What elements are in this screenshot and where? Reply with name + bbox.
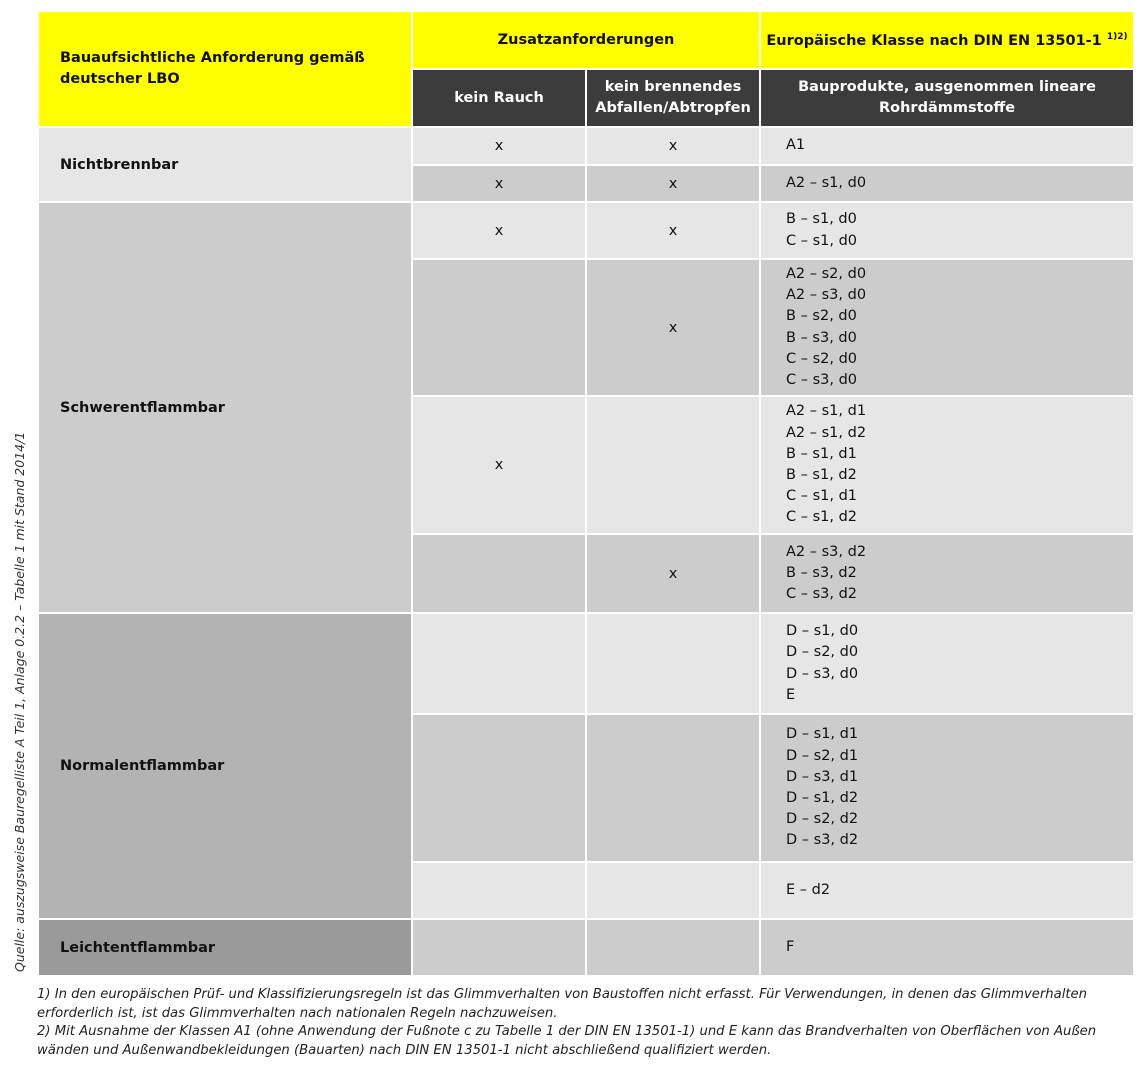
class-cell [760,919,1134,976]
class-cell [760,202,1134,259]
class-value: D – s3, d2 [786,832,859,849]
class-value: A2 – s1, d1 [786,403,867,420]
class-value: D – s1, d2 [786,790,859,806]
european-class-footnote-ref: 1)2) [1106,31,1128,42]
class-value: D – s2, d1 [786,747,859,764]
class-value: B – s1, d0 [786,211,857,228]
class-value: E – d2 [786,881,831,898]
smoke-cell [412,534,586,613]
smoke-cell: x [412,202,586,259]
class-value: D – s3, d1 [786,768,859,785]
class-value: D – s2, d2 [786,811,859,828]
footnote-2: 2) Mit Ausnahme der Klassen A1 (ohne Anwendung der Fußnote c zu Tabelle 1 der DIN EN 13501-1) und E kann das Brandverhalten von Oberflächen von Außen wänden und Außenwandbekleidungen (Bauarten) nach DIN EN 13501-1 nicht abschließend qualifiziert werden. [37,1024,1097,1058]
footnote-1: 1) In den europäischen Prüf- und Klassifizierungsregeln ist das Glimmverhalten von Baustoffen nicht erfasst. Für Verwendungen, in denen das Glimmverhalten erforderlich ist, ist das Glimmverhalten nach nationalen Regeln nachzuweisen. [37,987,1088,1021]
drip-cell: x [586,259,760,396]
class-value: C – s1, d0 [786,232,858,249]
smoke-cell [412,862,586,919]
class-value: B – s3, d2 [786,564,857,581]
drip-cell: x [586,202,760,259]
level-nichtbrennbar: Nichtbrennbar [38,127,412,202]
european-class-label: Europäische Klasse nach DIN EN 13501-1 [766,32,1102,49]
smoke-cell: x [412,127,586,165]
class-value: C – s2, d0 [786,350,858,367]
class-value: A2 – s1, d2 [786,424,867,441]
smoke-cell [412,259,586,396]
no-smoke-header: kein Rauch [412,69,586,127]
class-cell [760,396,1134,534]
class-value: C – s3, d0 [786,371,858,388]
class-value: C – s1, d2 [786,509,858,526]
european-class-header [760,11,1134,69]
source-note: Quelle: auszugsweise Bauregelliste A Teil 1, Anlage 0.2.2 – Tabelle 1 mit Stand 2014/1 [12,431,27,972]
drip-cell [586,919,760,976]
products-header: Bauprodukte, ausgenommen lineare Rohrdämmstoffe [760,69,1134,127]
class-value: D – s3, d0 [786,665,859,682]
smoke-cell [412,714,586,862]
smoke-cell: x [412,165,586,202]
class-cell [760,127,1134,165]
class-value: D – s1, d0 [786,623,859,640]
class-value: B – s3, d0 [786,329,857,346]
class-value: A2 – s1, d0 [786,174,867,191]
class-value: A2 – s3, d2 [786,543,867,560]
additional-requirements-header: Zusatzanforderungen [412,11,760,69]
drip-cell: x [586,127,760,165]
class-cell [760,165,1134,202]
drip-cell [586,862,760,919]
class-value: C – s1, d1 [786,488,858,505]
requirement-header: Bauaufsichtliche Anforderung gemäß deutscher LBO [38,11,412,127]
fire-class-table [37,10,1135,977]
class-value: B – s1, d1 [786,445,857,462]
level-leichtentflammbar: Leichtentflammbar [38,919,412,976]
class-value: A2 – s2, d0 [786,265,867,282]
smoke-cell [412,613,586,714]
drip-cell [586,396,760,534]
drip-cell: x [586,165,760,202]
class-value: D – s2, d0 [786,644,859,661]
class-value: C – s3, d2 [786,586,858,603]
drip-cell: x [586,534,760,613]
class-value: D – s1, d1 [786,726,859,743]
class-value: E [786,686,796,703]
footnotes [37,986,1117,1060]
level-schwerentflammbar: Schwerentflammbar [38,202,412,613]
class-cell [760,862,1134,919]
no-dripping-header: kein brennendes Abfallen/Abtropfen [586,69,760,127]
class-value: B – s1, d2 [786,467,857,483]
class-value: A1 [786,137,806,154]
level-normalentflammbar: Normalentflammbar [38,613,412,919]
class-cell [760,613,1134,714]
class-cell [760,259,1134,396]
class-value: F [786,938,795,955]
smoke-cell [412,919,586,976]
class-cell [760,714,1134,862]
smoke-cell: x [412,396,586,534]
drip-cell [586,714,760,862]
class-value: B – s2, d0 [786,308,857,325]
drip-cell [586,613,760,714]
class-value: A2 – s3, d0 [786,287,867,304]
class-cell [760,534,1134,613]
